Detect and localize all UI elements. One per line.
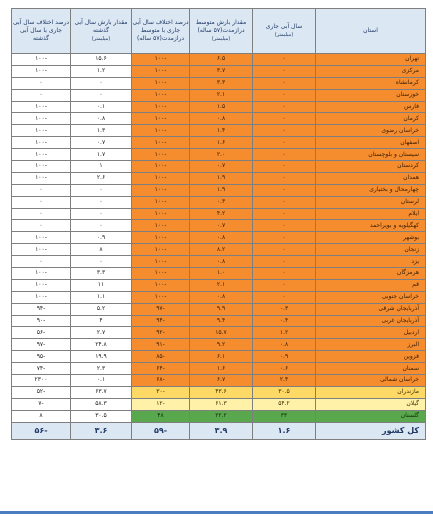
header-province: استان [316, 9, 426, 54]
cell-last: ۳۰.۵ [71, 410, 132, 422]
cell-province: هرمزگان [316, 268, 426, 280]
cell-current: ۰.۴ [253, 315, 316, 327]
cell-province: گیلان [316, 398, 426, 410]
cell-last: ۲.۶ [71, 172, 132, 184]
cell-current: ۰ [253, 208, 316, 220]
table-body [12, 54, 426, 423]
cell-last: ۰ [71, 220, 132, 232]
table-row [12, 410, 426, 422]
cell-province: کرمان [316, 113, 426, 125]
table-row [12, 220, 426, 232]
cell-pct-normal: -۶۸ [132, 375, 190, 387]
header-last-year: مقدار بارش سال آبی گذشته (میلیمتر) [71, 9, 132, 54]
cell-current: ۱.۲ [253, 327, 316, 339]
table-row [12, 125, 426, 137]
cell-normal: ۰.۳ [190, 196, 253, 208]
table-row [12, 137, 426, 149]
cell-pct-normal: -۱۰۰ [132, 161, 190, 173]
precipitation-table [11, 8, 426, 440]
bottom-rule [0, 511, 433, 514]
table-row [12, 196, 426, 208]
cell-province: کردستان [316, 161, 426, 173]
cell-pct-last: ۰ [12, 77, 71, 89]
total-row [12, 422, 426, 439]
header-normal: مقدار بارش متوسط درازمدت(۵۷ ساله) (میلیمتر) [190, 9, 253, 54]
table-row [12, 54, 426, 66]
cell-province: قم [316, 279, 426, 291]
cell-province: تهران [316, 54, 426, 66]
cell-normal: ۲.۱ [190, 89, 253, 101]
cell-normal: ۰.۷ [190, 220, 253, 232]
cell-current: ۰.۳ [253, 303, 316, 315]
cell-pct-last: -۹۷ [12, 339, 71, 351]
cell-normal: ۰.۸ [190, 256, 253, 268]
cell-current: ۰ [253, 184, 316, 196]
table-row [12, 101, 426, 113]
cell-last: ۱۱ [71, 279, 132, 291]
cell-last: ۱۵.۶ [71, 54, 132, 66]
cell-province: لرستان [316, 196, 426, 208]
cell-last: ۰ [71, 208, 132, 220]
cell-last: ۱.۱ [71, 291, 132, 303]
cell-normal: ۱.۵ [190, 101, 253, 113]
cell-last: ۱.۷ [71, 149, 132, 161]
cell-current: ۳۳ [253, 410, 316, 422]
total-last: ۳.۶ [71, 422, 132, 439]
cell-pct-last: ۰ [12, 208, 71, 220]
cell-normal: ۱.۴ [190, 125, 253, 137]
cell-last: ۳.۳ [71, 268, 132, 280]
cell-province: زنجان [316, 244, 426, 256]
cell-current: ۵۴.۲ [253, 398, 316, 410]
cell-province: قزوین [316, 351, 426, 363]
cell-normal: ۴۳.۶ [190, 386, 253, 398]
table-row [12, 339, 426, 351]
cell-pct-last: -۹۵ [12, 351, 71, 363]
cell-pct-last: ۰ [12, 256, 71, 268]
table-row [12, 244, 426, 256]
cell-last: ۲۴.۸ [71, 339, 132, 351]
cell-normal: ۱.۰ [190, 268, 253, 280]
header-row [12, 9, 426, 54]
cell-current: ۰ [253, 77, 316, 89]
cell-normal: ۶۱.۳ [190, 398, 253, 410]
header-pct-normal: درصد اختلاف سال آبی جاری با متوسط درازمدت(۵۷ ساله) [132, 9, 190, 54]
cell-current: ۰ [253, 232, 316, 244]
cell-current: ۰ [253, 54, 316, 66]
table-row [12, 268, 426, 280]
cell-normal: ۹.۹ [190, 303, 253, 315]
cell-pct-normal: -۱۰۰ [132, 65, 190, 77]
cell-pct-normal: -۹۲ [132, 327, 190, 339]
cell-current: ۲.۴ [253, 375, 316, 387]
cell-last: ۰ [71, 77, 132, 89]
table-row [12, 256, 426, 268]
cell-province: بوشهر [316, 232, 426, 244]
cell-current: ۰.۸ [253, 339, 316, 351]
cell-province: کرمانشاه [316, 77, 426, 89]
cell-last: ۵۸.۳ [71, 398, 132, 410]
table-row [12, 65, 426, 77]
table-row [12, 89, 426, 101]
total-province: کل کشور [316, 422, 426, 439]
cell-pct-normal: -۱۰۰ [132, 196, 190, 208]
cell-pct-last: -۵۶ [12, 327, 71, 339]
cell-pct-last: -۹۰ [12, 315, 71, 327]
cell-current: ۰ [253, 244, 316, 256]
cell-province: همدان [316, 172, 426, 184]
cell-normal: ۲.۱ [190, 279, 253, 291]
cell-province: اردبیل [316, 327, 426, 339]
cell-last: ۶۳.۷ [71, 386, 132, 398]
cell-pct-normal: -۸۵ [132, 351, 190, 363]
cell-normal: ۰.۸ [190, 291, 253, 303]
total-pct-last: -۵۶ [12, 422, 71, 439]
cell-province: اصفهان [316, 137, 426, 149]
cell-current: ۰ [253, 291, 316, 303]
total-current: ۱.۶ [253, 422, 316, 439]
table-row [12, 184, 426, 196]
table-row [12, 315, 426, 327]
cell-last: ۰.۷ [71, 137, 132, 149]
cell-province: آذربایجان غربی [316, 315, 426, 327]
cell-pct-normal: -۹۱ [132, 339, 190, 351]
cell-current: ۰.۹ [253, 351, 316, 363]
cell-normal: ۳.۳ [190, 77, 253, 89]
cell-normal: ۱.۶ [190, 137, 253, 149]
cell-last: ۲.۷ [71, 327, 132, 339]
cell-province: یزد [316, 256, 426, 268]
cell-pct-last: -۱۰۰ [12, 291, 71, 303]
cell-province: گلستان [316, 410, 426, 422]
cell-province: مرکزی [316, 65, 426, 77]
cell-pct-last: ۲۳۰۰ [12, 375, 71, 387]
table-row [12, 327, 426, 339]
cell-province: کهگیلویه و بویراحمد [316, 220, 426, 232]
cell-pct-normal: -۹۷ [132, 303, 190, 315]
cell-pct-normal: -۱۰۰ [132, 54, 190, 66]
table-row [12, 375, 426, 387]
cell-pct-last: -۱۰۰ [12, 54, 71, 66]
cell-normal: ۹.۲ [190, 339, 253, 351]
table-row [12, 172, 426, 184]
cell-pct-last: -۷۴ [12, 363, 71, 375]
cell-current: ۰ [253, 196, 316, 208]
cell-current: ۰ [253, 149, 316, 161]
cell-province: ایلام [316, 208, 426, 220]
cell-pct-last: -۱۰۰ [12, 161, 71, 173]
cell-pct-last: -۹۴ [12, 303, 71, 315]
cell-pct-normal: -۱۰۰ [132, 256, 190, 268]
cell-pct-normal: -۱۰۰ [132, 113, 190, 125]
cell-last: ۸ [71, 244, 132, 256]
cell-normal: ۲.۰ [190, 149, 253, 161]
cell-pct-normal: -۶۴ [132, 363, 190, 375]
cell-pct-normal: -۳۰ [132, 386, 190, 398]
total-normal: ۳.۹ [190, 422, 253, 439]
cell-pct-normal: -۱۲ [132, 398, 190, 410]
cell-normal: ۶.۵ [190, 54, 253, 66]
cell-pct-last: ۰ [12, 89, 71, 101]
cell-current: ۰ [253, 101, 316, 113]
table-row [12, 208, 426, 220]
cell-pct-last: -۱۰۰ [12, 244, 71, 256]
cell-pct-normal: -۱۰۰ [132, 220, 190, 232]
cell-pct-normal: -۱۰۰ [132, 77, 190, 89]
header-pct-last: درصد اختلاف سال آبی جاری با سال آبی گذشته [12, 9, 71, 54]
cell-pct-last: ۸ [12, 410, 71, 422]
cell-normal: ۸.۲ [190, 244, 253, 256]
cell-normal: ۱.۹ [190, 184, 253, 196]
cell-pct-normal: ۴۸ [132, 410, 190, 422]
cell-pct-normal: -۱۰۰ [132, 89, 190, 101]
cell-pct-last: -۱۰۰ [12, 113, 71, 125]
cell-normal: ۱.۶ [190, 363, 253, 375]
cell-province: سمنان [316, 363, 426, 375]
table-row [12, 232, 426, 244]
cell-last: ۵.۲ [71, 303, 132, 315]
cell-current: ۰ [253, 279, 316, 291]
cell-province: چهارمحال و بختیاری [316, 184, 426, 196]
cell-current: ۰ [253, 137, 316, 149]
cell-province: مازندران [316, 386, 426, 398]
cell-last: ۰ [71, 256, 132, 268]
table-row [12, 291, 426, 303]
cell-province: البرز [316, 339, 426, 351]
cell-last: ۲.۳ [71, 363, 132, 375]
cell-pct-last: -۱۰۰ [12, 125, 71, 137]
cell-pct-normal: -۱۰۰ [132, 125, 190, 137]
table-row [12, 386, 426, 398]
cell-last: ۰ [71, 89, 132, 101]
cell-pct-normal: -۱۰۰ [132, 172, 190, 184]
cell-province: خوزستان [316, 89, 426, 101]
cell-normal: ۱۵.۷ [190, 327, 253, 339]
cell-pct-last: -۱۰۰ [12, 101, 71, 113]
cell-province: آذربایجان شرقی [316, 303, 426, 315]
cell-normal: ۱.۹ [190, 172, 253, 184]
precipitation-table-wrapper [11, 8, 425, 440]
cell-pct-normal: -۱۰۰ [132, 184, 190, 196]
cell-pct-normal: -۱۰۰ [132, 208, 190, 220]
cell-pct-last: -۷ [12, 398, 71, 410]
cell-pct-last: -۱۰۰ [12, 137, 71, 149]
cell-pct-normal: -۱۰۰ [132, 291, 190, 303]
cell-pct-last: -۱۰۰ [12, 268, 71, 280]
cell-pct-last: ۰ [12, 220, 71, 232]
table-row [12, 303, 426, 315]
cell-pct-normal: -۱۰۰ [132, 244, 190, 256]
cell-pct-last: -۵۲ [12, 386, 71, 398]
cell-pct-last: ۰ [12, 196, 71, 208]
cell-last: ۱.۲ [71, 65, 132, 77]
cell-last: ۱۹.۹ [71, 351, 132, 363]
cell-current: ۰ [253, 172, 316, 184]
cell-pct-normal: -۱۰۰ [132, 101, 190, 113]
cell-last: ۰ [71, 196, 132, 208]
cell-current: ۰ [253, 125, 316, 137]
cell-last: ۰.۱ [71, 101, 132, 113]
cell-pct-normal: -۱۰۰ [132, 268, 190, 280]
cell-province: فارس [316, 101, 426, 113]
cell-province: سیستان و بلوچستان [316, 149, 426, 161]
cell-pct-last: -۱۰۰ [12, 232, 71, 244]
cell-province: خراسان جنوبی [316, 291, 426, 303]
cell-province: خراسان شمالی [316, 375, 426, 387]
cell-pct-last: -۱۰۰ [12, 172, 71, 184]
cell-current: ۰ [253, 256, 316, 268]
cell-normal: ۶.۱ [190, 351, 253, 363]
cell-last: ۰.۸ [71, 113, 132, 125]
cell-current: ۰ [253, 161, 316, 173]
cell-current: ۰ [253, 89, 316, 101]
table-row [12, 149, 426, 161]
cell-normal: ۰.۸ [190, 232, 253, 244]
cell-normal: ۶.۷ [190, 375, 253, 387]
cell-current: ۰ [253, 113, 316, 125]
cell-normal: ۹.۴ [190, 315, 253, 327]
table-row [12, 398, 426, 410]
cell-normal: ۲۲.۲ [190, 410, 253, 422]
table-row [12, 363, 426, 375]
cell-normal: ۴.۲ [190, 208, 253, 220]
cell-pct-last: -۱۰۰ [12, 279, 71, 291]
cell-last: ۱.۳ [71, 125, 132, 137]
cell-pct-normal: -۱۰۰ [132, 149, 190, 161]
table-row [12, 113, 426, 125]
cell-pct-normal: -۱۰۰ [132, 279, 190, 291]
cell-normal: ۳.۷ [190, 65, 253, 77]
cell-pct-last: -۱۰۰ [12, 65, 71, 77]
cell-current: ۰.۶ [253, 363, 316, 375]
cell-last: ۱ [71, 161, 132, 173]
cell-pct-last: -۱۰۰ [12, 149, 71, 161]
cell-last: ۰ [71, 184, 132, 196]
cell-current: ۰ [253, 220, 316, 232]
cell-province: خراسان رضوی [316, 125, 426, 137]
cell-pct-last: ۰ [12, 184, 71, 196]
table-row [12, 161, 426, 173]
cell-pct-normal: -۱۰۰ [132, 232, 190, 244]
cell-normal: ۰.۸ [190, 113, 253, 125]
header-current-year: سال آبی جاری (میلیمتر) [253, 9, 316, 54]
cell-normal: ۰.۷ [190, 161, 253, 173]
cell-last: ۰.۹ [71, 232, 132, 244]
cell-last: ۰.۱ [71, 375, 132, 387]
cell-pct-normal: -۹۴ [132, 315, 190, 327]
cell-last: ۴ [71, 315, 132, 327]
table-row [12, 279, 426, 291]
total-pct-normal: -۵۹ [132, 422, 190, 439]
table-row [12, 351, 426, 363]
table-row [12, 77, 426, 89]
cell-current: ۰ [253, 268, 316, 280]
cell-current: ۰ [253, 65, 316, 77]
cell-pct-normal: -۱۰۰ [132, 137, 190, 149]
cell-current: ۳۰.۵ [253, 386, 316, 398]
